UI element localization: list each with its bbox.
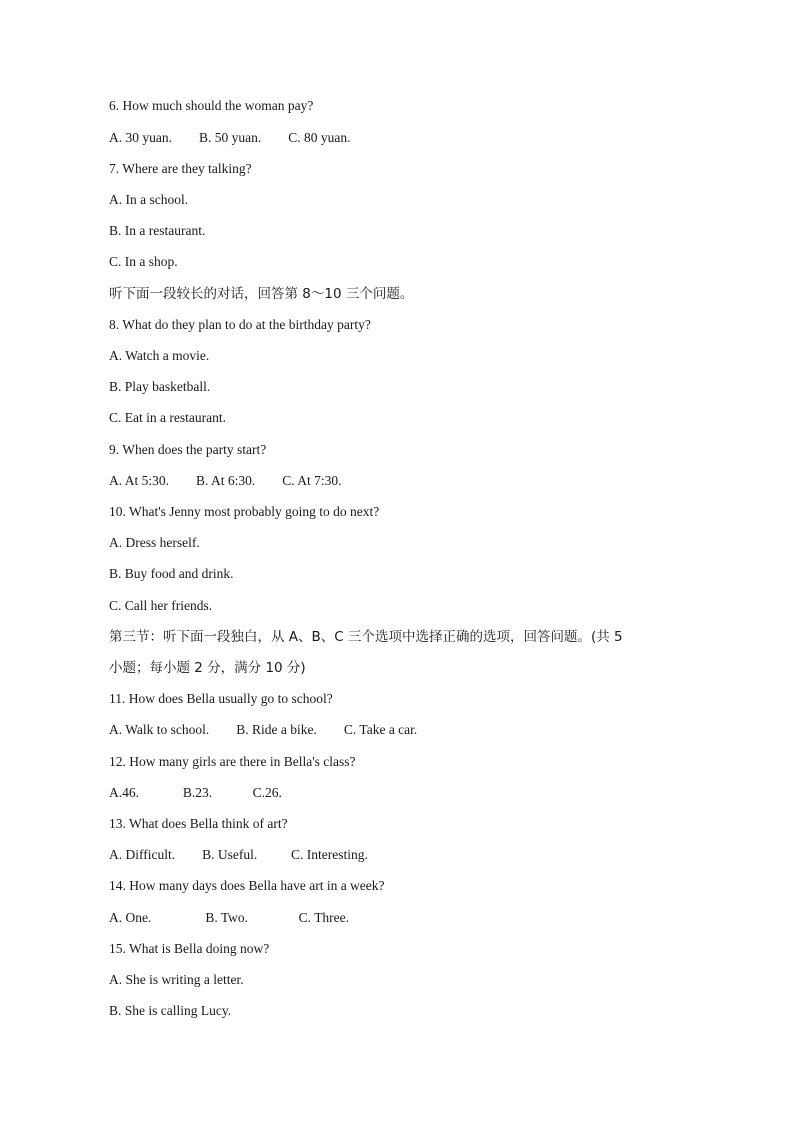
- question-10-option-c: C. Call her friends.: [109, 598, 213, 613]
- question-15-option-a: A. She is writing a letter.: [109, 972, 244, 987]
- question-7-option-c: C. In a shop.: [109, 254, 178, 269]
- question-8-option-b: B. Play basketball.: [109, 379, 211, 394]
- question-7-option-a: A. In a school.: [109, 192, 189, 207]
- question-9: 9. When does the party start?: [109, 442, 267, 457]
- question-13: 13. What does Bella think of art?: [109, 816, 288, 831]
- question-6: 6. How much should the woman pay?: [109, 98, 314, 113]
- question-9-options: A. At 5:30. B. At 6:30. C. At 7:30.: [109, 473, 342, 488]
- section-instruction-8-10: 听下面一段较长的对话，回答第 8～10 三个问题。: [109, 286, 414, 302]
- question-13-options: A. Difficult. B. Useful. C. Interesting.: [109, 847, 368, 862]
- question-6-options: A. 30 yuan. B. 50 yuan. C. 80 yuan.: [109, 130, 351, 145]
- question-15: 15. What is Bella doing now?: [109, 941, 270, 956]
- question-12-options: A.46. B.23. C.26.: [109, 785, 282, 800]
- question-7: 7. Where are they talking?: [109, 161, 252, 176]
- question-8-option-c: C. Eat in a restaurant.: [109, 410, 226, 425]
- question-10: 10. What's Jenny most probably going to do next?: [109, 504, 380, 519]
- question-14-options: A. One. B. Two. C. Three.: [109, 910, 350, 925]
- question-15-option-b: B. She is calling Lucy.: [109, 1003, 232, 1018]
- question-11: 11. How does Bella usually go to school?: [109, 691, 333, 706]
- question-10-option-b: B. Buy food and drink.: [109, 566, 234, 581]
- section-three-heading: 第三节：听下面一段独白，从 A、B、C 三个选项中选择正确的选项，回答问题。(共 5: [109, 629, 623, 645]
- section-three-scoring: 小题；每小题 2 分，满分 10 分): [109, 660, 306, 676]
- question-14: 14. How many days does Bella have art in a week?: [109, 878, 385, 893]
- question-7-option-b: B. In a restaurant.: [109, 223, 206, 238]
- question-8-option-a: A. Watch a movie.: [109, 348, 210, 363]
- question-11-options: A. Walk to school. B. Ride a bike. C. Take a car.: [109, 722, 418, 737]
- question-8: 8. What do they plan to do at the birthday party?: [109, 317, 371, 332]
- question-12: 12. How many girls are there in Bella's class?: [109, 754, 356, 769]
- question-10-option-a: A. Dress herself.: [109, 535, 200, 550]
